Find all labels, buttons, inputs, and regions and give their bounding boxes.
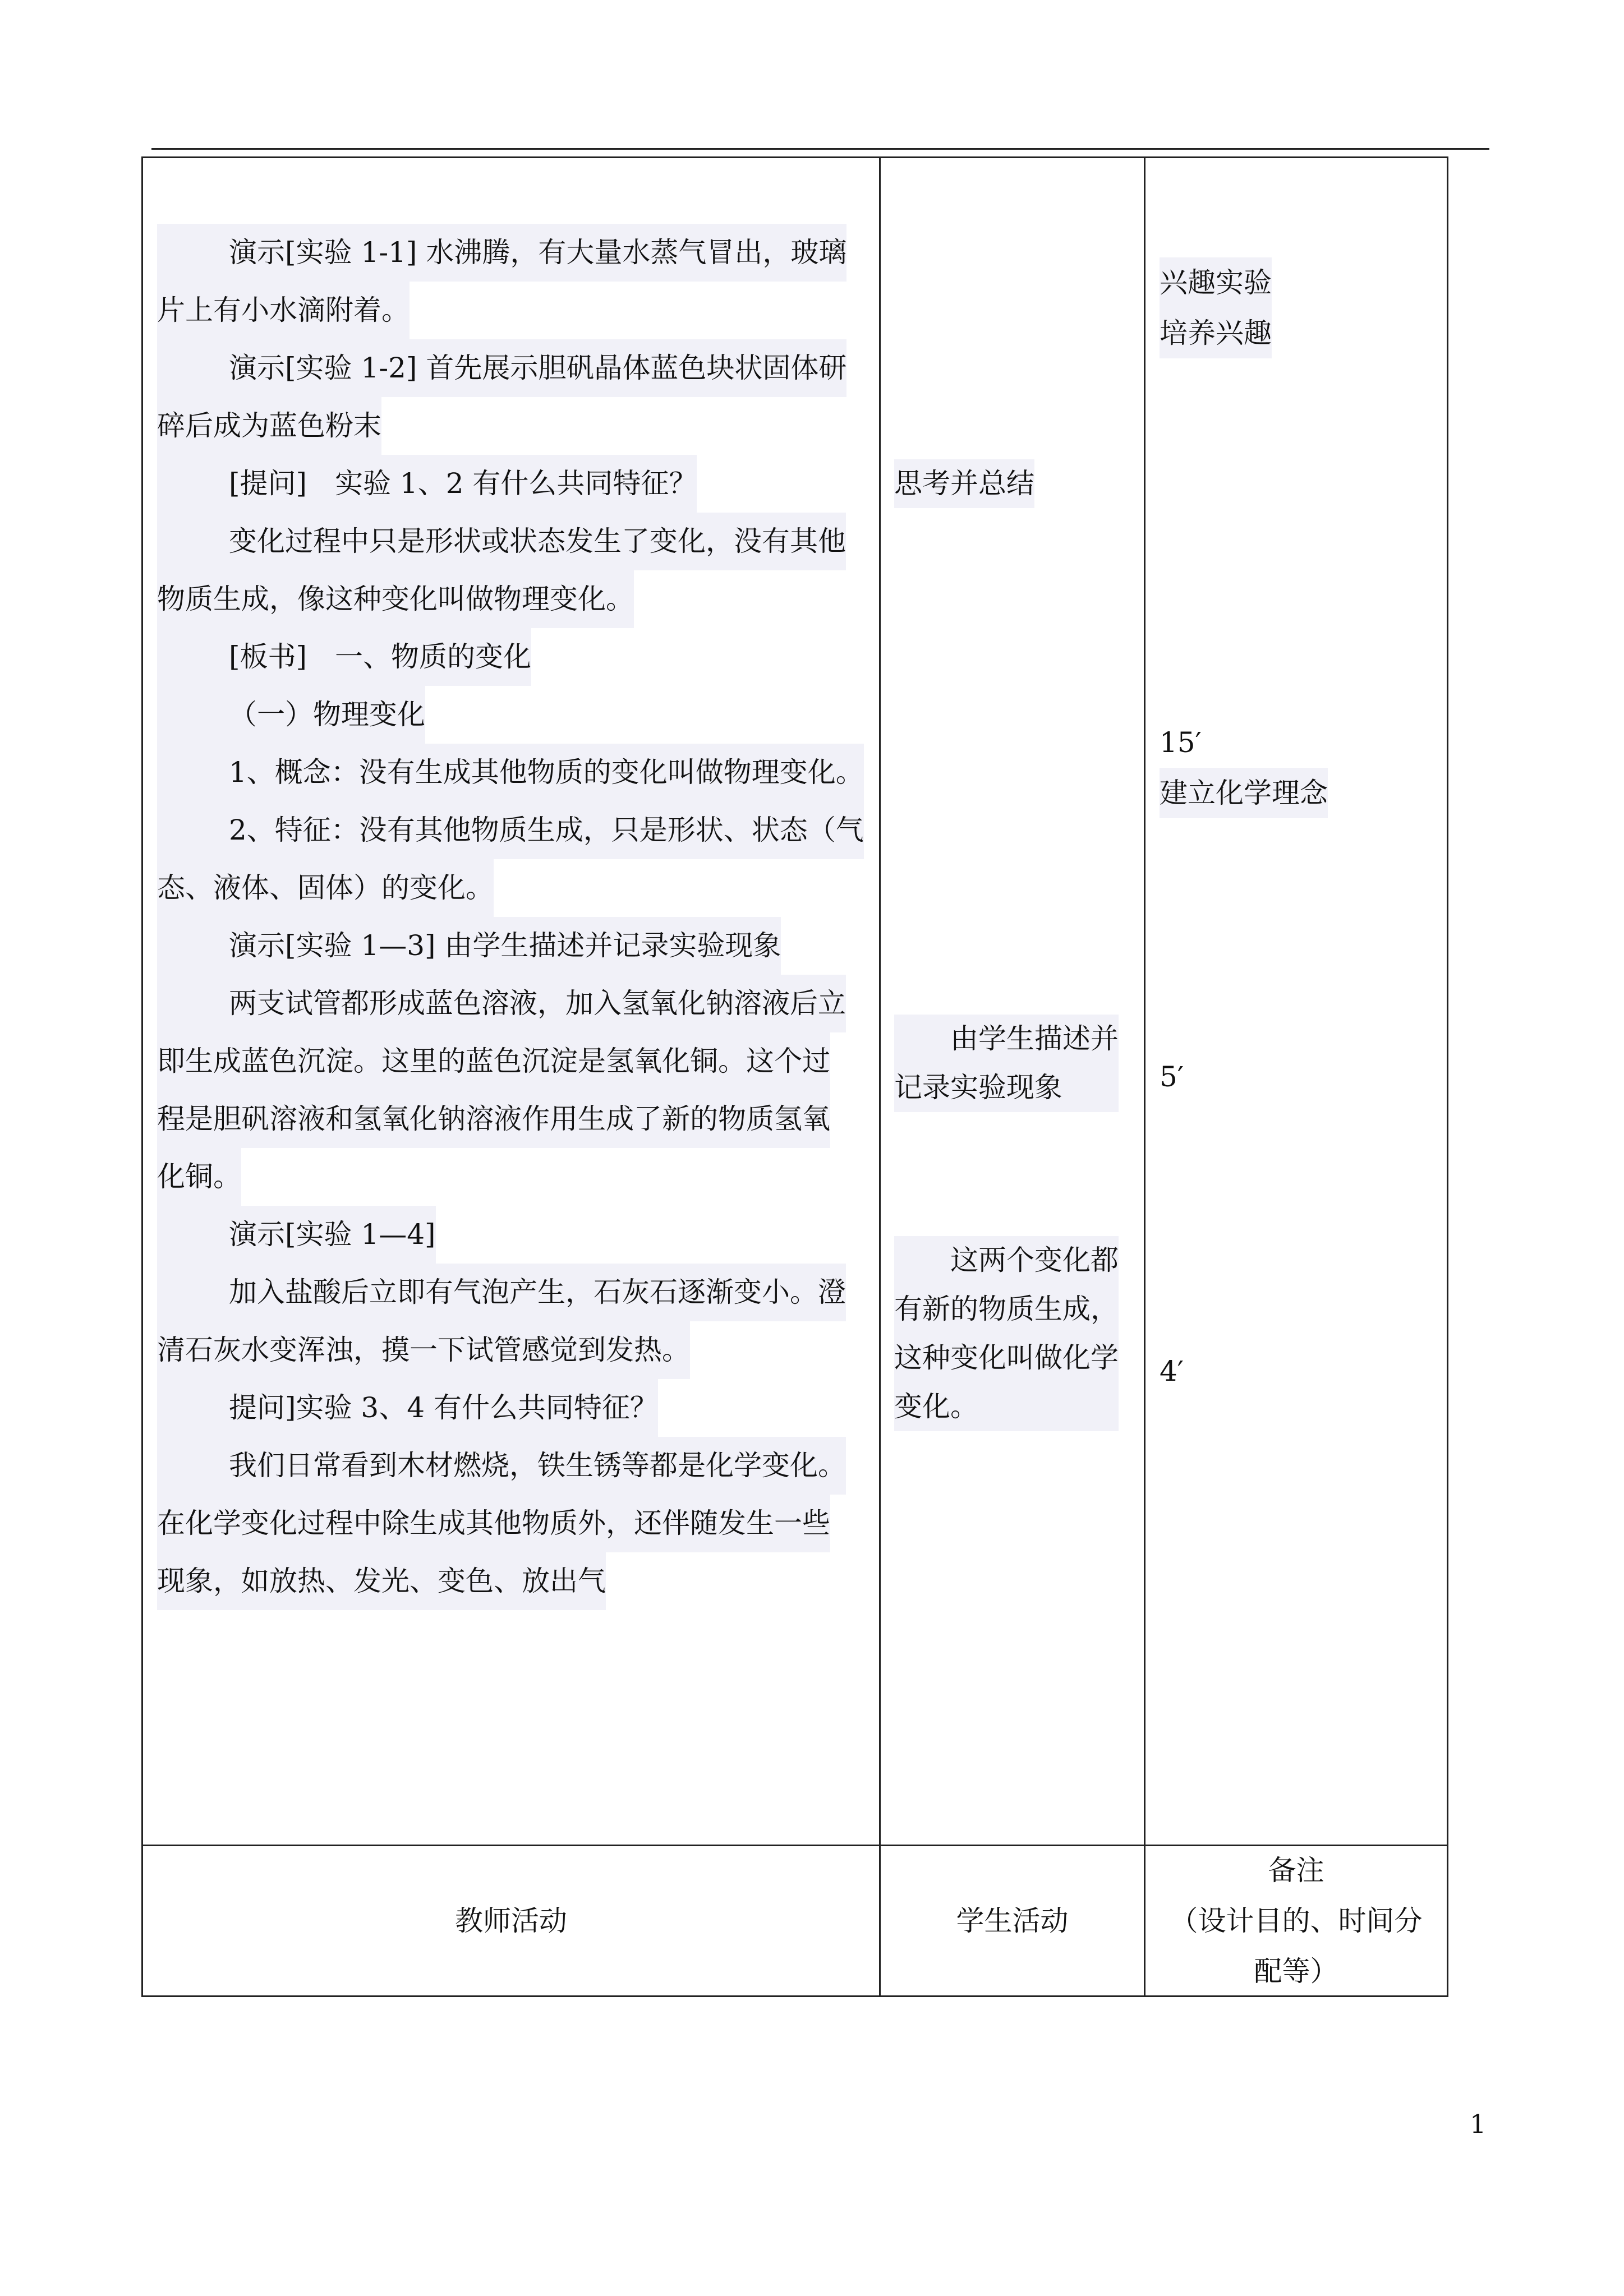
student-chemical-line: 变化。 bbox=[894, 1382, 1119, 1431]
student-describe-line: 由学生描述并 bbox=[894, 1015, 1119, 1063]
teacher-line: 演示[实验 1—3] 由学生描述并记录实验现象 bbox=[157, 917, 781, 975]
student-chemical-line: 这种变化叫做化学 bbox=[894, 1334, 1119, 1382]
student-chemical-line: 这两个变化都 bbox=[894, 1236, 1119, 1285]
teacher-line: 片上有小水滴附着。 bbox=[157, 282, 410, 339]
notes-time-4: 4′ bbox=[1160, 1355, 1184, 1387]
footer-remarks bbox=[1145, 1846, 1447, 1995]
student-chemical-line: 有新的物质生成， bbox=[894, 1285, 1119, 1334]
notes-interest-line: 培养兴趣 bbox=[1160, 308, 1272, 358]
teacher-line: 碎后成为蓝色粉末 bbox=[157, 397, 381, 455]
teacher-line: 提问]实验 3、4 有什么共同特征？ bbox=[157, 1379, 658, 1437]
teacher-line: 即生成蓝色沉淀。这里的蓝色沉淀是氢氧化铜。这个过 bbox=[157, 1032, 830, 1090]
header-rule bbox=[151, 148, 1489, 150]
student-activity-cell bbox=[894, 156, 1135, 1839]
footer-teacher-label: 教师活动 bbox=[455, 1905, 567, 1937]
notes-cell bbox=[1160, 156, 1440, 1839]
teacher-line: 1、概念：没有生成其他物质的变化叫做物理变化。 bbox=[157, 744, 864, 801]
table-border-right bbox=[1447, 156, 1448, 1997]
student-chemical-change bbox=[894, 1236, 1119, 1431]
teacher-line: 演示[实验 1-2] 首先展示胆矾晶体蓝色块状固体研 bbox=[157, 339, 846, 397]
teacher-line: （一）物理变化 bbox=[157, 686, 425, 744]
notes-interest bbox=[1160, 257, 1272, 358]
notes-concept bbox=[1160, 717, 1328, 818]
teacher-line: 2、特征：没有其他物质生成，只是形状、状态（气 bbox=[157, 801, 864, 859]
teacher-line: 化铜。 bbox=[157, 1148, 241, 1206]
teacher-line: 演示[实验 1—4] bbox=[157, 1206, 436, 1264]
footer-remarks-line: 备注 bbox=[1268, 1854, 1324, 1887]
notes-build-concept: 建立化学理念 bbox=[1160, 768, 1328, 818]
student-think-summary: 思考并总结 bbox=[894, 459, 1034, 508]
teacher-line: 程是胆矾溶液和氢氧化钠溶液作用生成了新的物质氢氧 bbox=[157, 1090, 830, 1148]
teacher-line: 演示[实验 1-1] 水沸腾，有大量水蒸气冒出，玻璃 bbox=[157, 224, 846, 282]
column-divider-2 bbox=[1144, 156, 1145, 1997]
footer-student-label: 学生活动 bbox=[956, 1905, 1069, 1937]
teacher-line: [板书] 一、物质的变化 bbox=[157, 628, 531, 686]
teacher-line: 加入盐酸后立即有气泡产生，石灰石逐渐变小。澄 bbox=[157, 1264, 846, 1321]
teacher-line: 现象，如放热、发光、变色、放出气 bbox=[157, 1552, 606, 1610]
teacher-line: 清石灰水变浑浊，摸一下试管感觉到发热。 bbox=[157, 1321, 690, 1379]
footer-remarks-line: 配等） bbox=[1254, 1955, 1338, 1988]
column-divider-1 bbox=[879, 156, 881, 1997]
lesson-table bbox=[141, 156, 1448, 1997]
notes-time-15: 15′ bbox=[1160, 726, 1202, 759]
table-border-left bbox=[141, 156, 143, 1997]
teacher-activity-cell bbox=[157, 224, 872, 1610]
table-border-bottom bbox=[141, 1995, 1448, 1997]
teacher-line: 变化过程中只是形状或状态发生了变化，没有其他 bbox=[157, 513, 846, 570]
footer-teacher-activity bbox=[143, 1846, 879, 1995]
notes-interest-line: 兴趣实验 bbox=[1160, 257, 1272, 308]
footer-remarks-line: （设计目的、时间分 bbox=[1170, 1905, 1423, 1937]
page-number: 1 bbox=[1470, 2109, 1487, 2139]
footer-student-activity bbox=[881, 1846, 1144, 1995]
teacher-line: 态、液体、固体）的变化。 bbox=[157, 859, 494, 917]
teacher-line: [提问] 实验 1、2 有什么共同特征？ bbox=[157, 455, 697, 513]
teacher-line: 在化学变化过程中除生成其他物质外，还伴随发生一些 bbox=[157, 1495, 830, 1552]
teacher-line: 我们日常看到木材燃烧，铁生锈等都是化学变化。 bbox=[157, 1437, 846, 1495]
student-describe-record bbox=[894, 1015, 1119, 1112]
notes-time-5: 5′ bbox=[1160, 1061, 1184, 1093]
student-describe-line: 记录实验现象 bbox=[894, 1063, 1119, 1112]
teacher-line: 两支试管都形成蓝色溶液，加入氢氧化钠溶液后立 bbox=[157, 975, 846, 1032]
teacher-line: 物质生成，像这种变化叫做物理变化。 bbox=[157, 570, 634, 628]
